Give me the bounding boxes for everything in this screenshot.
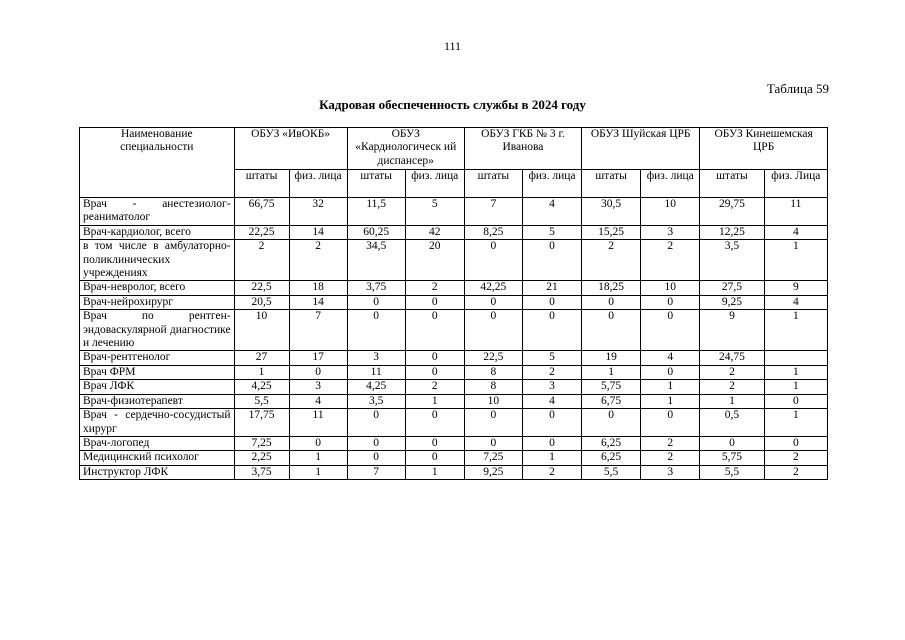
shtaty-cell: 60,25 <box>347 225 405 239</box>
org-header-ivokb: ОБУЗ «ИвОКБ» <box>234 128 347 170</box>
shtaty-cell: 2 <box>582 240 641 281</box>
subheader-fiz: физ. лица <box>289 170 347 198</box>
fiz-cell: 2 <box>405 281 464 295</box>
shtaty-cell: 8 <box>464 365 522 379</box>
shtaty-cell: 3,75 <box>234 465 289 479</box>
table-row <box>80 451 828 465</box>
org-header-kineshma: ОБУЗ Кинешемская ЦРБ <box>700 128 828 170</box>
fiz-cell: 0 <box>641 295 700 309</box>
table-row <box>80 409 828 437</box>
staffing-table <box>79 127 828 480</box>
shtaty-cell: 0 <box>464 409 522 437</box>
shtaty-cell: 27 <box>234 351 289 365</box>
specialty-cell: Врач - сердечно-сосудистый хирург <box>80 409 235 437</box>
specialty-cell: Врач по рентген-эндоваскулярной диагностике и лечению <box>80 310 235 351</box>
fiz-cell: 0 <box>641 409 700 437</box>
table-body <box>80 198 828 480</box>
shtaty-cell: 5,5 <box>700 465 764 479</box>
specialty-cell: Врач ФРМ <box>80 365 235 379</box>
specialty-cell: Инструктор ЛФК <box>80 465 235 479</box>
shtaty-cell: 9,25 <box>700 295 764 309</box>
subheader-shtaty: штаты <box>582 170 641 198</box>
fiz-cell: 5 <box>522 351 581 365</box>
shtaty-cell: 8 <box>464 380 522 394</box>
fiz-cell: 4 <box>289 394 347 408</box>
shtaty-cell: 5,5 <box>582 465 641 479</box>
specialty-cell: Врач-нейрохирург <box>80 295 235 309</box>
shtaty-cell: 7,25 <box>234 436 289 450</box>
subheader-shtaty: штаты <box>464 170 522 198</box>
shtaty-cell: 2 <box>700 380 764 394</box>
fiz-cell: 10 <box>641 281 700 295</box>
subheader-shtaty: штаты <box>234 170 289 198</box>
fiz-cell: 4 <box>764 295 827 309</box>
shtaty-cell: 9 <box>700 310 764 351</box>
fiz-cell: 5 <box>405 198 464 226</box>
table-label: Таблица 59 <box>766 81 829 96</box>
table-row <box>80 310 828 351</box>
shtaty-cell: 30,5 <box>582 198 641 226</box>
table-header-row <box>80 128 828 170</box>
shtaty-cell: 5,75 <box>700 451 764 465</box>
shtaty-cell: 15,25 <box>582 225 641 239</box>
fiz-cell: 4 <box>764 225 827 239</box>
org-header-shuya: ОБУЗ Шуйская ЦРБ <box>582 128 700 170</box>
shtaty-cell: 3,75 <box>347 281 405 295</box>
specialty-cell: Врач-невролог, всего <box>80 281 235 295</box>
fiz-cell: 1 <box>405 394 464 408</box>
fiz-cell: 1 <box>289 465 347 479</box>
fiz-cell: 21 <box>522 281 581 295</box>
table-row <box>80 225 828 239</box>
shtaty-cell: 1 <box>700 394 764 408</box>
specialty-cell: Медицинский психолог <box>80 451 235 465</box>
fiz-cell: 20 <box>405 240 464 281</box>
fiz-cell: 2 <box>522 365 581 379</box>
specialty-cell: Врач-рентгенолог <box>80 351 235 365</box>
fiz-cell: 0 <box>522 436 581 450</box>
fiz-cell: 11 <box>764 198 827 226</box>
fiz-cell: 0 <box>522 409 581 437</box>
fiz-cell: 2 <box>289 240 347 281</box>
table-row <box>80 281 828 295</box>
specialty-cell: в том числе в амбулаторно-поликлинических учреждениях <box>80 240 235 281</box>
table-row <box>80 295 828 309</box>
fiz-cell: 0 <box>764 394 827 408</box>
fiz-cell: 1 <box>522 451 581 465</box>
fiz-cell: 0 <box>289 436 347 450</box>
fiz-cell: 0 <box>641 365 700 379</box>
fiz-cell: 1 <box>641 394 700 408</box>
fiz-cell: 2 <box>641 240 700 281</box>
fiz-cell: 7 <box>289 310 347 351</box>
fiz-cell: 2 <box>522 465 581 479</box>
specialty-cell: Врач-физиотерапевт <box>80 394 235 408</box>
shtaty-cell: 8,25 <box>464 225 522 239</box>
shtaty-cell: 3 <box>347 351 405 365</box>
fiz-cell: 5 <box>522 225 581 239</box>
fiz-cell: 1 <box>289 451 347 465</box>
shtaty-cell: 0 <box>347 409 405 437</box>
fiz-cell: 1 <box>764 365 827 379</box>
shtaty-cell: 0 <box>464 240 522 281</box>
fiz-cell: 3 <box>641 465 700 479</box>
specialty-header: Наименование специальности <box>80 128 235 198</box>
fiz-cell: 42 <box>405 225 464 239</box>
shtaty-cell: 6,25 <box>582 436 641 450</box>
specialty-cell: Врач ЛФК <box>80 380 235 394</box>
shtaty-cell: 11,5 <box>347 198 405 226</box>
table-row <box>80 436 828 450</box>
fiz-cell: 0 <box>289 365 347 379</box>
specialty-cell: Врач-кардиолог, всего <box>80 225 235 239</box>
shtaty-cell: 0 <box>582 295 641 309</box>
shtaty-cell: 0 <box>464 295 522 309</box>
shtaty-cell: 7 <box>347 465 405 479</box>
fiz-cell: 3 <box>522 380 581 394</box>
shtaty-cell: 24,75 <box>700 351 764 365</box>
shtaty-cell: 0,5 <box>700 409 764 437</box>
fiz-cell: 0 <box>764 436 827 450</box>
fiz-cell: 14 <box>289 295 347 309</box>
shtaty-cell: 0 <box>347 436 405 450</box>
shtaty-cell: 3,5 <box>700 240 764 281</box>
fiz-cell: 0 <box>405 409 464 437</box>
shtaty-cell: 0 <box>464 310 522 351</box>
org-header-cardio: ОБУЗ «Кардиологическ ий диспансер» <box>347 128 464 170</box>
shtaty-cell: 1 <box>582 365 641 379</box>
subheader-fiz: физ. лица <box>641 170 700 198</box>
shtaty-cell: 11 <box>347 365 405 379</box>
fiz-cell: 9 <box>764 281 827 295</box>
fiz-cell: 11 <box>289 409 347 437</box>
shtaty-cell: 0 <box>347 310 405 351</box>
fiz-cell: 0 <box>405 310 464 351</box>
shtaty-cell: 29,75 <box>700 198 764 226</box>
shtaty-cell: 9,25 <box>464 465 522 479</box>
subheader-shtaty: штаты <box>700 170 764 198</box>
shtaty-cell: 1 <box>234 365 289 379</box>
table-row <box>80 380 828 394</box>
shtaty-cell: 42,25 <box>464 281 522 295</box>
subheader-fiz: физ. лица <box>522 170 581 198</box>
shtaty-cell: 0 <box>347 451 405 465</box>
shtaty-cell: 2 <box>234 240 289 281</box>
shtaty-cell: 0 <box>700 436 764 450</box>
shtaty-cell: 22,5 <box>234 281 289 295</box>
fiz-cell: 1 <box>405 465 464 479</box>
fiz-cell: 4 <box>522 394 581 408</box>
table-row <box>80 351 828 365</box>
shtaty-cell: 10 <box>234 310 289 351</box>
fiz-cell: 2 <box>764 465 827 479</box>
fiz-cell: 18 <box>289 281 347 295</box>
table-row <box>80 394 828 408</box>
page-number: 111 <box>443 39 462 53</box>
fiz-cell: 1 <box>764 240 827 281</box>
shtaty-cell: 19 <box>582 351 641 365</box>
fiz-cell: 0 <box>522 295 581 309</box>
document-title: Кадровая обеспеченность службы в 2024 году <box>319 97 586 112</box>
table-row <box>80 365 828 379</box>
fiz-cell: 0 <box>405 351 464 365</box>
table-row <box>80 198 828 226</box>
shtaty-cell: 0 <box>464 436 522 450</box>
fiz-cell: 2 <box>641 451 700 465</box>
fiz-cell: 1 <box>764 380 827 394</box>
shtaty-cell: 5,75 <box>582 380 641 394</box>
fiz-cell: 0 <box>522 310 581 351</box>
specialty-cell: Врач - анестезиолог-реаниматолог <box>80 198 235 226</box>
fiz-cell: 3 <box>641 225 700 239</box>
shtaty-cell: 34,5 <box>347 240 405 281</box>
fiz-cell: 0 <box>641 310 700 351</box>
subheader-fiz: физ. лица <box>405 170 464 198</box>
shtaty-cell: 18,25 <box>582 281 641 295</box>
fiz-cell: 2 <box>764 451 827 465</box>
table-row <box>80 240 828 281</box>
shtaty-cell: 2,25 <box>234 451 289 465</box>
subheader-shtaty: штаты <box>347 170 405 198</box>
fiz-cell: 0 <box>405 365 464 379</box>
fiz-cell: 32 <box>289 198 347 226</box>
fiz-cell: 17 <box>289 351 347 365</box>
fiz-cell: 3 <box>289 380 347 394</box>
fiz-cell: 0 <box>405 295 464 309</box>
fiz-cell: 14 <box>289 225 347 239</box>
fiz-cell: 0 <box>405 451 464 465</box>
fiz-cell: 0 <box>522 240 581 281</box>
shtaty-cell: 20,5 <box>234 295 289 309</box>
fiz-cell: 1 <box>764 310 827 351</box>
shtaty-cell: 22,25 <box>234 225 289 239</box>
shtaty-cell: 4,25 <box>347 380 405 394</box>
shtaty-cell: 27,5 <box>700 281 764 295</box>
shtaty-cell: 6,25 <box>582 451 641 465</box>
org-header-gkb3: ОБУЗ ГКБ № 3 г. Иванова <box>464 128 581 170</box>
table-row <box>80 465 828 479</box>
shtaty-cell: 22,5 <box>464 351 522 365</box>
specialty-cell: Врач-логопед <box>80 436 235 450</box>
shtaty-cell: 6,75 <box>582 394 641 408</box>
subheader-fiz: физ. Лица <box>764 170 827 198</box>
shtaty-cell: 2 <box>700 365 764 379</box>
shtaty-cell: 66,75 <box>234 198 289 226</box>
shtaty-cell: 0 <box>582 409 641 437</box>
fiz-cell: 4 <box>641 351 700 365</box>
fiz-cell: 2 <box>641 436 700 450</box>
shtaty-cell: 12,25 <box>700 225 764 239</box>
shtaty-cell: 10 <box>464 394 522 408</box>
shtaty-cell: 17,75 <box>234 409 289 437</box>
shtaty-cell: 5,5 <box>234 394 289 408</box>
fiz-cell: 2 <box>405 380 464 394</box>
fiz-cell: 0 <box>405 436 464 450</box>
shtaty-cell: 0 <box>582 310 641 351</box>
shtaty-cell: 4,25 <box>234 380 289 394</box>
fiz-cell: 1 <box>641 380 700 394</box>
fiz-cell: 4 <box>522 198 581 226</box>
shtaty-cell: 7,25 <box>464 451 522 465</box>
shtaty-cell: 7 <box>464 198 522 226</box>
fiz-cell: 10 <box>641 198 700 226</box>
fiz-cell: 1 <box>764 409 827 437</box>
shtaty-cell: 0 <box>347 295 405 309</box>
shtaty-cell: 3,5 <box>347 394 405 408</box>
fiz-cell <box>764 351 827 365</box>
